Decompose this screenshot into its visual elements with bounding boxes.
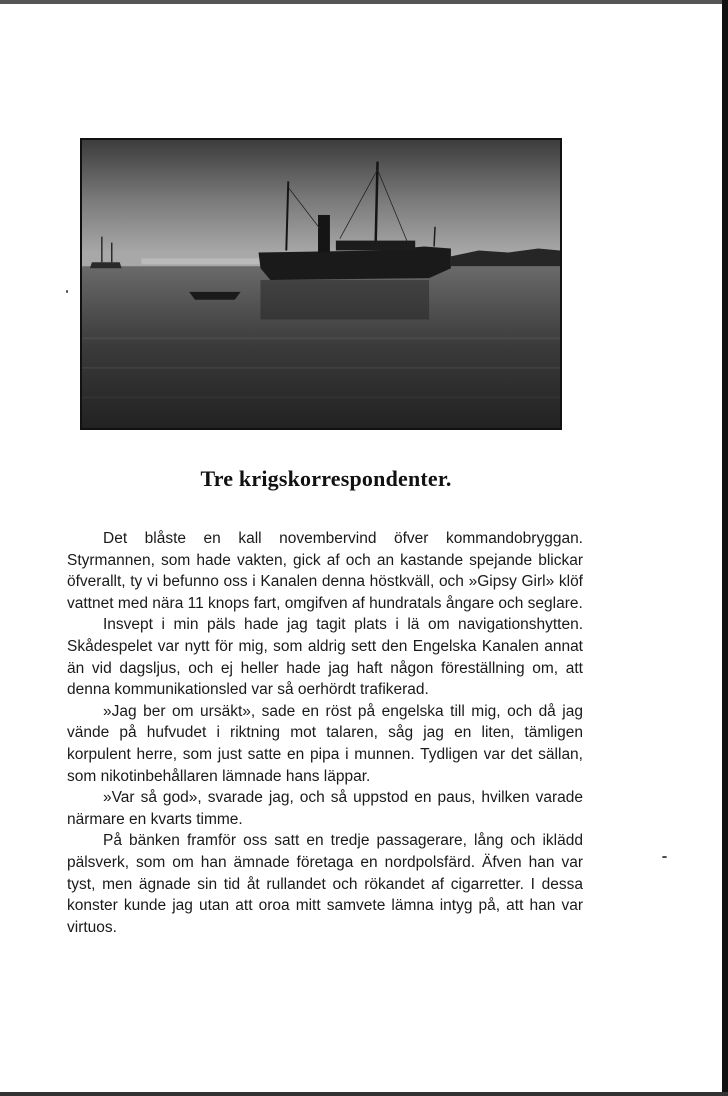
steamship-photograph: [80, 138, 562, 430]
page-edge-bottom: [0, 1092, 728, 1096]
rowboat-silhouette: [189, 292, 241, 300]
print-speck: [66, 290, 68, 293]
chapter-title: Tre krigskorrespondenter.: [200, 466, 452, 491]
chapter-body: [67, 528, 583, 938]
harbor-scene-image: [82, 140, 560, 428]
page-edge-right: [722, 0, 728, 1096]
paragraph: Det blåste en kall novembervind öfver kommandobryggan. Styrmannen, som hade vakten, gick af och an kastande spejande blickar öfverallt, ty vi befunno oss i Kanalen denna höstkväll, och »Gipsy Girl» klöf vattnet med nära 11 knops fart, omgifven af hundratals ångare och seglare.: [67, 530, 583, 612]
paragraph: På bänken framför oss satt en tredje passagerare, lång och iklädd pälsverk, som om han ämnade företaga en nordpolsfärd. Äfven han var tyst, men ägnade sin tid åt rullandet och rökandet af cigarretter. I dessa konster kunde jag utan att oroa mitt samvete lämna intyg på, att han var virtuos.: [67, 832, 583, 936]
paragraph: Insvept i min päls hade jag tagit plats i lä om navigationshytten. Skådespelet var nytt för mig, som aldrig sett den Engelska Kanalen annat än vid dagsljus, och ej heller hade jag haft någon föreställning om, att denna kommunikationsled var så oerhördt trafikerad.: [67, 616, 583, 699]
paragraph: »Jag ber om ursäkt», sade en röst på engelska till mig, och då jag vände på hufvudet i riktning mot talaren, såg jag en liten, tämligen korpulent herre, som just satte en pipa i munnen. Tydligen var det sällan, som nikotinbehållaren lämnade hans läppar.: [67, 702, 583, 785]
paragraph: »Var så god», svarade jag, och så uppstod en paus, hvilken varade närmare en kvarts timme.: [67, 789, 583, 828]
print-speck: [662, 856, 667, 858]
page-edge-top: [0, 0, 728, 4]
